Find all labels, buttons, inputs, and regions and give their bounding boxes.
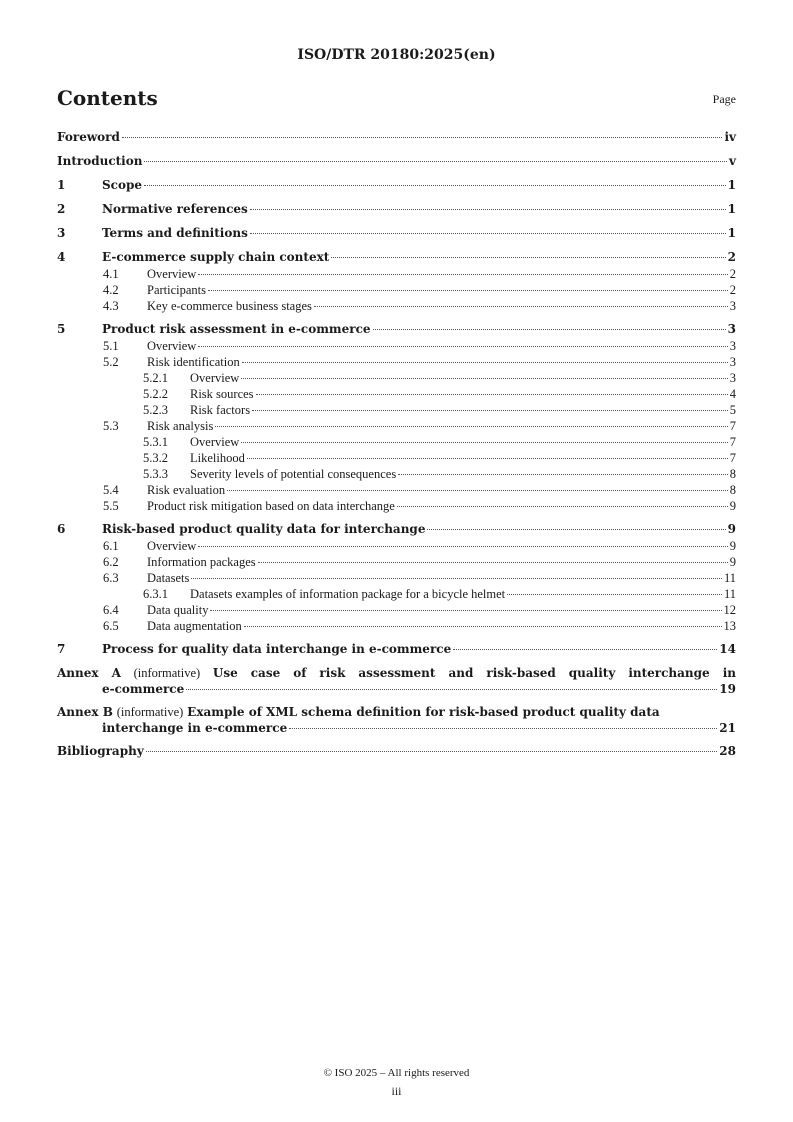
dot-leader [256,394,728,395]
toc-entry-title: Datasets examples of information package for a bicycle helmet [190,587,506,601]
dot-leader [247,458,728,459]
dot-leader [144,185,726,186]
toc-entry-number: 5.2 [103,355,119,369]
toc-entry-page: 2 [727,250,736,264]
toc-entry-page: 9 [729,499,736,513]
toc-entry-title: Product risk assessment in e-commerce [102,322,371,336]
toc-entry-page: 1 [727,226,736,240]
toc-entry-page: 2 [729,283,736,297]
toc-entry-4-3[interactable] [57,298,736,314]
toc-entry-title: Normative references [102,202,248,216]
toc-entry-number: 6.5 [103,619,119,633]
toc-entry-number: 4.3 [103,299,119,313]
toc-entry-title: Risk-based product quality data for interchange [102,522,426,536]
toc-entry-number: 5 [57,322,66,336]
toc-entry-title: Likelihood [190,451,245,465]
toc-entry-clause-6[interactable] [57,521,736,538]
toc-entry-number: 5.2.1 [143,371,168,385]
toc-entry-page: 7 [729,419,736,433]
dot-leader [227,490,728,491]
annex-title-line2: interchange in e-commerce [102,721,288,735]
dot-leader [373,329,726,330]
toc-entry-6-3[interactable] [57,570,736,586]
toc-entry-5-3-3[interactable] [57,466,736,482]
toc-entry-title: Key e-commerce business stages [147,299,312,313]
toc-entry-page: iv [724,130,736,144]
dot-leader [122,137,723,138]
toc-entry-title: Process for quality data interchange in e-commerce [102,642,452,656]
dot-leader [398,474,728,475]
toc-entry-5-3-1[interactable] [57,434,736,450]
toc-entry-title: Risk evaluation [147,483,226,497]
toc-entry-title: Risk identification [147,355,240,369]
toc-entry-page: 4 [729,387,736,401]
toc-entry-5-2-2[interactable] [57,386,736,402]
toc-entry-title: Scope [102,178,143,192]
dot-leader [397,506,728,507]
toc-entry-5-2-1[interactable] [57,370,736,386]
dot-leader [215,426,727,427]
toc-entry-page: 11 [723,587,736,601]
annex-label: Annex B [57,705,113,719]
toc-entry-page: 7 [729,451,736,465]
dot-leader [241,378,727,379]
toc-entry-clause-5[interactable] [57,321,736,338]
toc-entry-6-2[interactable] [57,554,736,570]
toc-entry-page: 3 [729,371,736,385]
toc-entry-number: 5.2.3 [143,403,168,417]
dot-leader [289,728,717,729]
toc-entry-number: 6.3.1 [143,587,168,601]
toc-entry-clause-1[interactable] [57,177,736,194]
annex-title-line1: Use case of risk assessment and risk-based quality interchange in [212,666,736,680]
table-of-contents [57,129,736,760]
toc-entry-4-2[interactable] [57,282,736,298]
toc-entry-title: Data quality [147,603,209,617]
toc-entry-number: 5.2.2 [143,387,168,401]
document-id-header: ISO/DTR 20180:2025(en) [297,47,496,63]
dot-leader [186,689,717,690]
annex-label: Annex A [57,666,121,680]
toc-entry-5-2-3[interactable] [57,402,736,418]
toc-entry-number: 5.4 [103,483,119,497]
dot-leader [453,649,717,650]
toc-entry-number: 5.3.1 [143,435,168,449]
toc-entry-page: 9 [727,522,736,536]
dot-leader [241,442,727,443]
toc-entry-page: 1 [727,178,736,192]
toc-entry-number: 5.3.2 [143,451,168,465]
toc-entry-page: 8 [729,467,736,481]
toc-entry-number: 6.1 [103,539,119,553]
toc-entry-number: 1 [57,178,66,192]
dot-leader [331,257,725,258]
toc-entry-number: 5.3 [103,419,119,433]
page-number: iii [391,1084,402,1098]
toc-entry-page: 3 [729,299,736,313]
annex-type: (informative) [116,705,184,719]
toc-entry-number: 7 [57,642,66,656]
toc-entry-6-3-1[interactable] [57,586,736,602]
dot-leader [244,626,722,627]
dot-leader [507,594,722,595]
toc-entry-page: 7 [729,435,736,449]
toc-entry-5-3[interactable] [57,418,736,434]
toc-entry-5-1[interactable] [57,338,736,354]
toc-entry-page: 2 [729,267,736,281]
toc-entry-title: E-commerce supply chain context [102,250,330,264]
toc-entry-5-4[interactable] [57,482,736,498]
toc-entry-page: 14 [719,642,736,656]
toc-entry-title: Terms and definitions [102,226,248,240]
toc-entry-page: 3 [727,322,736,336]
dot-leader [250,209,726,210]
dot-leader [144,161,727,162]
dot-leader [250,233,726,234]
toc-entry-6-5[interactable] [57,618,736,634]
toc-entry-title: Data augmentation [147,619,242,633]
toc-entry-introduction[interactable] [57,153,736,170]
toc-entry-number: 4 [57,250,66,264]
dot-leader [242,362,728,363]
toc-entry-title: Product risk mitigation based on data interchange [147,499,395,513]
toc-entry-clause-3[interactable] [57,225,736,242]
toc-entry-title: Foreword [57,130,120,144]
toc-entry-title: Information packages [147,555,256,569]
dot-leader [198,274,727,275]
toc-entry-title: Risk sources [190,387,254,401]
dot-leader [210,610,721,611]
toc-entry-5-3-2[interactable] [57,450,736,466]
toc-entry-number: 2 [57,202,66,216]
toc-entry-clause-7[interactable] [57,641,736,658]
toc-entry-annex-a[interactable] [57,665,736,697]
toc-entry-title: Overview [147,339,197,353]
dot-leader [208,290,728,291]
dot-leader [191,578,722,579]
toc-entry-page: 3 [729,339,736,353]
copyright-notice: © ISO 2025 – All rights reserved [323,1067,470,1079]
toc-entry-page: 28 [719,744,736,758]
toc-entry-title: Overview [190,371,240,385]
toc-entry-title: Introduction [57,154,143,168]
dot-leader [146,751,718,752]
toc-entry-title: Bibliography [57,744,144,758]
toc-entry-title: Risk factors [190,403,251,417]
toc-entry-title: Overview [147,539,197,553]
contents-title: Contents [57,86,158,110]
toc-entry-title: Participants [147,283,207,297]
toc-entry-number: 4.1 [103,267,119,281]
toc-entry-4-1[interactable] [57,266,736,282]
toc-entry-clause-4[interactable] [57,249,736,266]
toc-entry-title: Overview [147,267,197,281]
toc-entry-page: 1 [727,202,736,216]
dot-leader [258,562,728,563]
toc-entry-number: 6.2 [103,555,119,569]
toc-entry-page: 5 [729,403,736,417]
page-column-label: Page [712,92,736,106]
toc-entry-page: 3 [729,355,736,369]
toc-entry-page: v [729,154,736,168]
toc-entry-clause-2[interactable] [57,201,736,218]
toc-entry-5-2[interactable] [57,354,736,370]
toc-entry-title: Datasets [147,571,190,585]
dot-leader [427,529,725,530]
toc-entry-number: 4.2 [103,283,119,297]
toc-entry-page: 12 [723,603,736,617]
toc-entry-page: 13 [723,619,736,633]
dot-leader [198,346,727,347]
toc-entry-page: 21 [719,721,736,735]
toc-entry-number: 5.3.3 [143,467,168,481]
toc-entry-page: 19 [719,682,736,696]
toc-entry-annex-b[interactable] [57,704,736,736]
toc-entry-number: 6 [57,522,66,536]
toc-entry-6-1[interactable] [57,538,736,554]
toc-entry-6-4[interactable] [57,602,736,618]
toc-entry-number: 3 [57,226,66,240]
dot-leader [198,546,727,547]
toc-entry-title: Overview [190,435,240,449]
toc-entry-number: 5.5 [103,499,119,513]
toc-entry-number: 6.4 [103,603,119,617]
toc-entry-title: Severity levels of potential consequences [190,467,397,481]
annex-title-line1: Example of XML schema definition for risk-based product quality data [187,705,660,719]
toc-entry-page: 9 [729,555,736,569]
toc-entry-page: 11 [723,571,736,585]
dot-leader [314,306,728,307]
annex-type: (informative) [133,666,201,680]
toc-entry-number: 5.1 [103,339,119,353]
toc-entry-title: Risk analysis [147,419,214,433]
dot-leader [252,410,728,411]
annex-title-line2: e-commerce [102,682,185,696]
toc-entry-5-5[interactable] [57,498,736,514]
toc-entry-bibliography[interactable] [57,743,736,760]
toc-entry-page: 8 [729,483,736,497]
toc-entry-number: 6.3 [103,571,119,585]
toc-entry-page: 9 [729,539,736,553]
toc-entry-foreword[interactable] [57,129,736,146]
